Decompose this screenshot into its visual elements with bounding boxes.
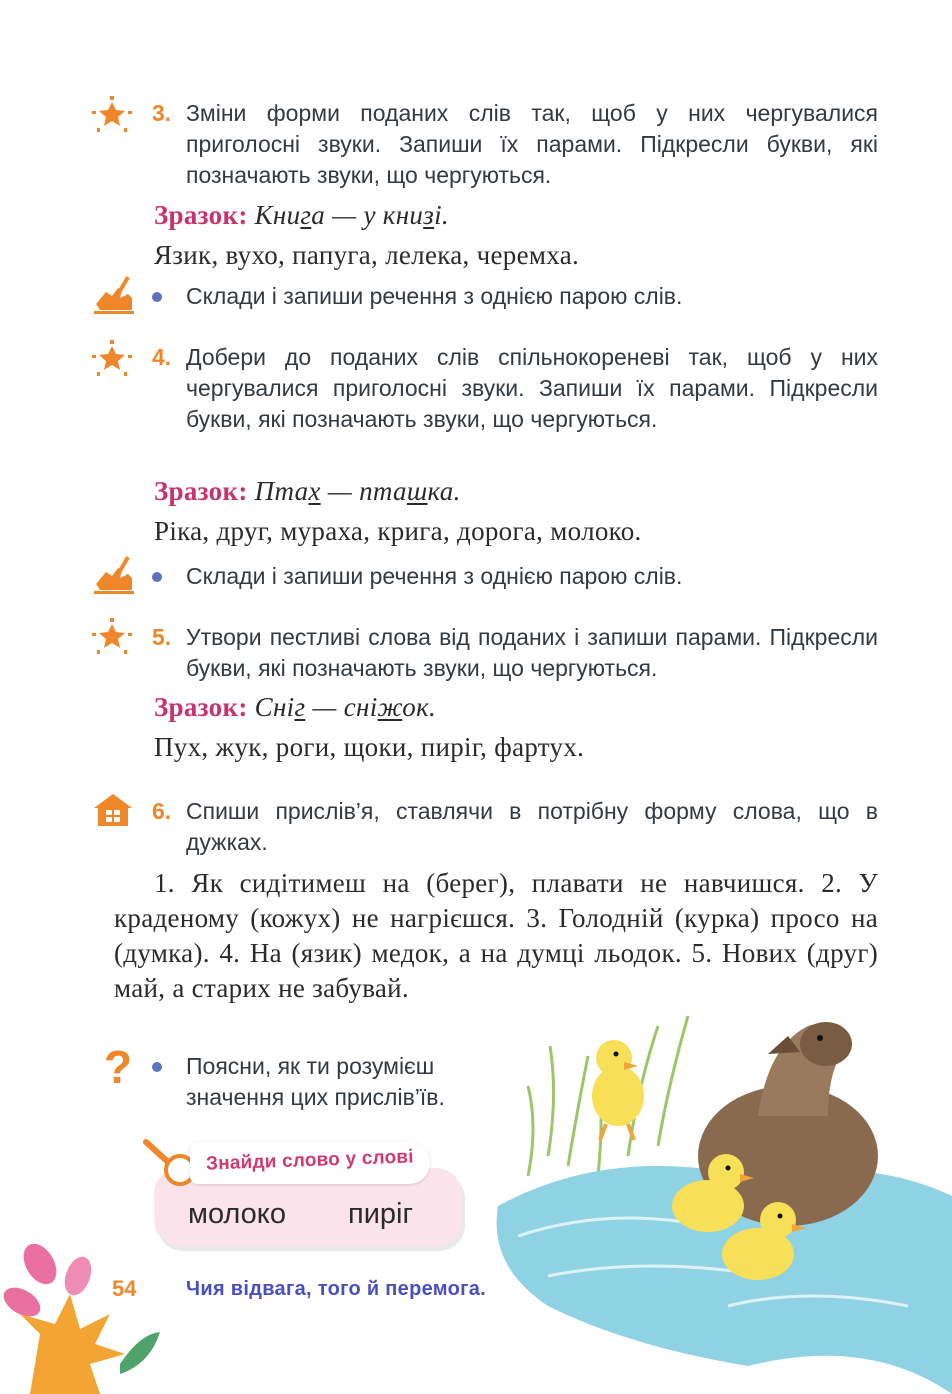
task-5-words: Пух, жук, роги, щоки, пиріг, фартух. [154,732,585,762]
question-mark-icon: ? [104,1041,133,1093]
task-4-bullet [152,572,162,582]
word-2: пиріг [348,1198,414,1230]
task-3-number: 3. [152,100,172,126]
task-4-text: Добери до поданих слів спільнокореневі так, щоб у них чергувалися приголосні звуки. Запиши їх парами. Підкресли букви, які позначають звуки, що чергуються. [186,344,878,432]
star-icon [92,618,132,656]
task-5-number: 5. [152,624,172,650]
house-icon [92,792,134,828]
task-6-text: Спиши прислів’я, ставлячи в потрібну форму слова, що в дужках. [186,798,878,855]
task-3-words: Язик, вухо, папуга, лелека, черемха. [154,240,580,270]
footer-motto: Чия відвага, того й перемога. [186,1278,487,1300]
task-4-number: 4. [152,344,172,370]
task-5-sample: Зразок: Сніг — сніжок. [154,692,437,722]
task-6-bullet [152,1062,162,1072]
autumn-leaves-decoration [0,1244,170,1394]
task-3-bullet [152,292,162,302]
writing-hand-icon [92,274,136,314]
task-3-sample: Зразок: Книга — у книзі. [154,200,449,230]
task-6-proverbs: 1. Як сидітимеш на (берег), плавати не навчишся. 2. У краденому (кожух) не нагрієшся. 3. Голодній (курка) просо на (думка). 4. На (язик) медок, а на думці льодок. 5. Нових (друг) май, а старих не забувай. [114,868,878,1003]
task-4-sample: Зразок: Птах — пташка. [154,476,461,506]
star-icon [92,340,132,378]
word-in-word-title: Знайди слово у слові [205,1146,415,1175]
task-4-bullet-text: Склади і запиши речення з однією парою слів. [186,563,683,589]
task-6-number: 6. [152,798,172,824]
ducks-illustration [488,1006,952,1394]
task-3-bullet-text: Склади і запиши речення з однією парою слів. [186,283,683,309]
star-icon [92,96,132,134]
task-6-bullet-line1: Поясни, як ти розумієш [186,1053,435,1079]
task-5-text: Утвори пестливі слова від поданих і запиши парами. Підкресли букви, які позначають звуки, що чергуються. [186,624,878,681]
task-3-text: Зміни форми поданих слів так, щоб у них чергувалися приголосні звуки. Запиши їх парами. Підкресли букви, які позначають звуки, що чергуються. [186,100,878,188]
task-4-words: Ріка, друг, мураха, крига, дорога, молоко. [154,516,642,546]
page-number: 54 [112,1276,137,1301]
word-1: молоко [188,1198,286,1230]
writing-hand-icon [92,554,136,594]
task-6-bullet-line2: значення цих прислів’їв. [186,1084,445,1110]
